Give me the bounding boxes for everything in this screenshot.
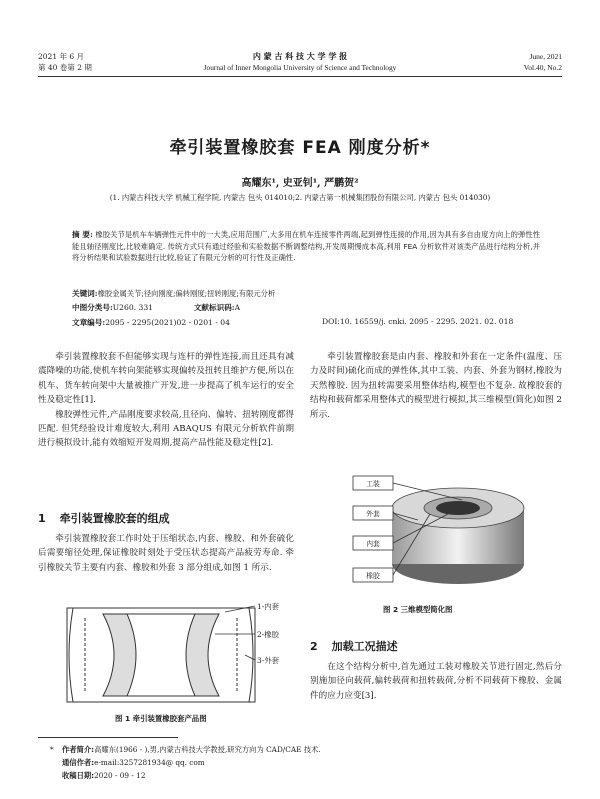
left-column-section-1 — [38, 532, 294, 575]
left-column — [38, 350, 294, 451]
section-1-number: 1 — [38, 512, 46, 525]
keywords-label: 关键词: — [72, 289, 98, 298]
right-paragraph-1: 牵引装置橡胶套是由内套、橡胶和外套在一定条件(温度、压力及时间)硫化而成的弹性体,其中工装、内套、外套为钢材,橡胶为天然橡胶. 因为扭转需要采用整体结构,模型也不复杂. 故橡胶套的结构和载荷都采用整体式的模型进行模拟,其三维模型(简化)如图 2 所示. — [310, 352, 562, 420]
article-no-value: 2095 - 2295(2021)02 - 0201 - 04 — [105, 318, 230, 327]
footnote-marker: * — [50, 745, 54, 754]
header-journal-cn: 内 蒙 古 科 技 大 学 学 报 — [252, 52, 348, 61]
right-rubber-section — [186, 614, 219, 696]
doc-code-value: A — [234, 303, 241, 312]
section-1-heading — [38, 510, 170, 526]
right-paragraph-2: 在这个结构分析中,首先通过工装对橡胶关节进行固定,然后分别施加径向载荷,偏转载荷和扭转载荷,分析不同载荷下橡胶、金属件的应力应变[3]. — [310, 662, 562, 701]
paper-title: 牵引装置橡胶套 FEA 刚度分析* — [169, 138, 431, 158]
article-no-label: 文章编号: — [72, 318, 106, 327]
keywords-text: 橡胶金属关节;径向刚度;偏转刚度;扭转刚度;有限元分析 — [97, 289, 276, 298]
section-2-number: 2 — [310, 640, 318, 653]
footnote-rule — [38, 737, 178, 738]
figure-2-label-rubber: 橡胶 — [366, 572, 380, 580]
footnote-received — [62, 770, 145, 782]
abstract-label: 摘 要: — [72, 230, 93, 239]
header-volume-cn: 第 40 卷第 2 期 — [38, 63, 92, 72]
clc-line — [72, 302, 240, 313]
affiliation: (1. 内蒙古科技大学 机械工程学院, 内蒙古 包头 014010;2. 内蒙古第一机械集团股份有限公司, 内蒙古 包头 014030) — [109, 193, 491, 202]
header-journal-en: Journal of Inner Mongolia University of Science and Technology — [203, 63, 397, 72]
abstract-text: 橡胶关节是机车车辆弹性元件中的一大类,应用范围广,大多用在机车连接零件两端,起到弹性连接的作用,因为具有多自由度方向上的弹性性能且轴径刚度比,比较难确定. 传统方式只有通过经验和实验数据不断调整结构,开发周期慢成本高,利用 FEA 分析软件对该类产品进行结构分析,并将分析结果和试验数据进行比较,验证了有限元分析的可行性及正确性. — [72, 230, 540, 263]
doc-code-label: 文献标识码: — [193, 303, 235, 312]
clc-value: U260. 331 — [112, 303, 153, 312]
footnote-received-text: 2020 - 09 - 12 — [94, 771, 146, 780]
header-date-en: June, 2021 — [529, 52, 562, 61]
keywords — [72, 288, 275, 299]
left-outer-edge — [69, 608, 73, 702]
figure-1-label-inner: 1-内套 — [257, 602, 279, 611]
footnote-author — [50, 744, 321, 756]
footnote-email-label: 通信作者: — [62, 758, 95, 767]
figure-2-label-outer: 外套 — [366, 510, 380, 518]
right-outer-edge — [249, 608, 253, 702]
footnote-email — [62, 757, 205, 769]
left-rubber-section — [103, 614, 136, 696]
header-rule — [38, 76, 562, 77]
clc-label: 中图分类号: — [72, 303, 113, 312]
footnote-email-text: e-mail:3257281934@ qq. com — [94, 758, 205, 767]
abstract — [72, 229, 540, 264]
figure-2-caption: 图 2 三维模型简化图 — [383, 605, 453, 614]
doi: DOI:10. 16559/j. cnki. 2095 - 2295. 2021. 02. 018 — [322, 317, 514, 326]
figure-1-label-rubber: 2-橡胶 — [257, 630, 279, 639]
section-1-title: 牵引装置橡胶套的组成 — [59, 512, 170, 525]
cylinder-model — [392, 488, 524, 584]
footnote-author-label: 作者简介: — [62, 745, 95, 754]
authors: 高耀东¹, 史亚钊¹, 严鹏贺² — [241, 178, 359, 189]
right-column — [310, 350, 562, 422]
inner-sleeve-bore — [127, 614, 195, 696]
figure-1-label-outer: 3-外套 — [257, 656, 279, 665]
left-paragraph-1: 牵引装置橡胶套不但能够实现与连杆的弹性连接,而且还具有减震降噪的功能,使机车转向架能够实现偏转及扭转且维护方便,所以在机车、货车转向架中大量被推广开发,进一步提高了机车运行的安全性及稳定性[1]. — [38, 352, 294, 406]
footnote-received-label: 收稿日期: — [62, 771, 95, 780]
left-paragraph-2: 橡胶弹性元件,产品刚度要求较高,且径向、偏转、扭转刚度都得匹配. 但凭经验设计难度较大,利用 ABAQUS 有限元分析软件前期进行模拟设计,能有效缩短开发周期,提高产品性能及稳定性[2]. — [38, 409, 294, 449]
outer-sleeve-outline — [67, 608, 255, 702]
article-number-line — [72, 317, 230, 328]
figure-2-label-fixture: 工装 — [366, 480, 380, 488]
figure-2-label-inner: 内套 — [366, 540, 380, 548]
header-volume-en: Vol.40, No.2 — [523, 63, 562, 72]
left-paragraph-3: 牵引装置橡胶套工作时处于压缩状态,内套、橡胶、和外套硫化后需要缩径处理,保证橡胶时刻处于受压状态提高产品疲劳寿命. 牵引橡胶关节主要有内套、橡胶和外套 3 部分组成,如图 1 所示. — [38, 534, 294, 573]
header-date-cn: 2021 年 6 月 — [38, 52, 85, 61]
section-2-title: 加载工况描述 — [331, 640, 398, 653]
right-column-section-2 — [310, 660, 562, 703]
footnote-author-text: 高耀东(1966 - ),男,内蒙古科技大学教授,研究方向为 CAD/CAE 技术. — [94, 745, 321, 754]
figure-1-caption: 图 1 牵引装置橡胶套产品图 — [115, 714, 207, 723]
section-2-heading — [310, 638, 398, 654]
